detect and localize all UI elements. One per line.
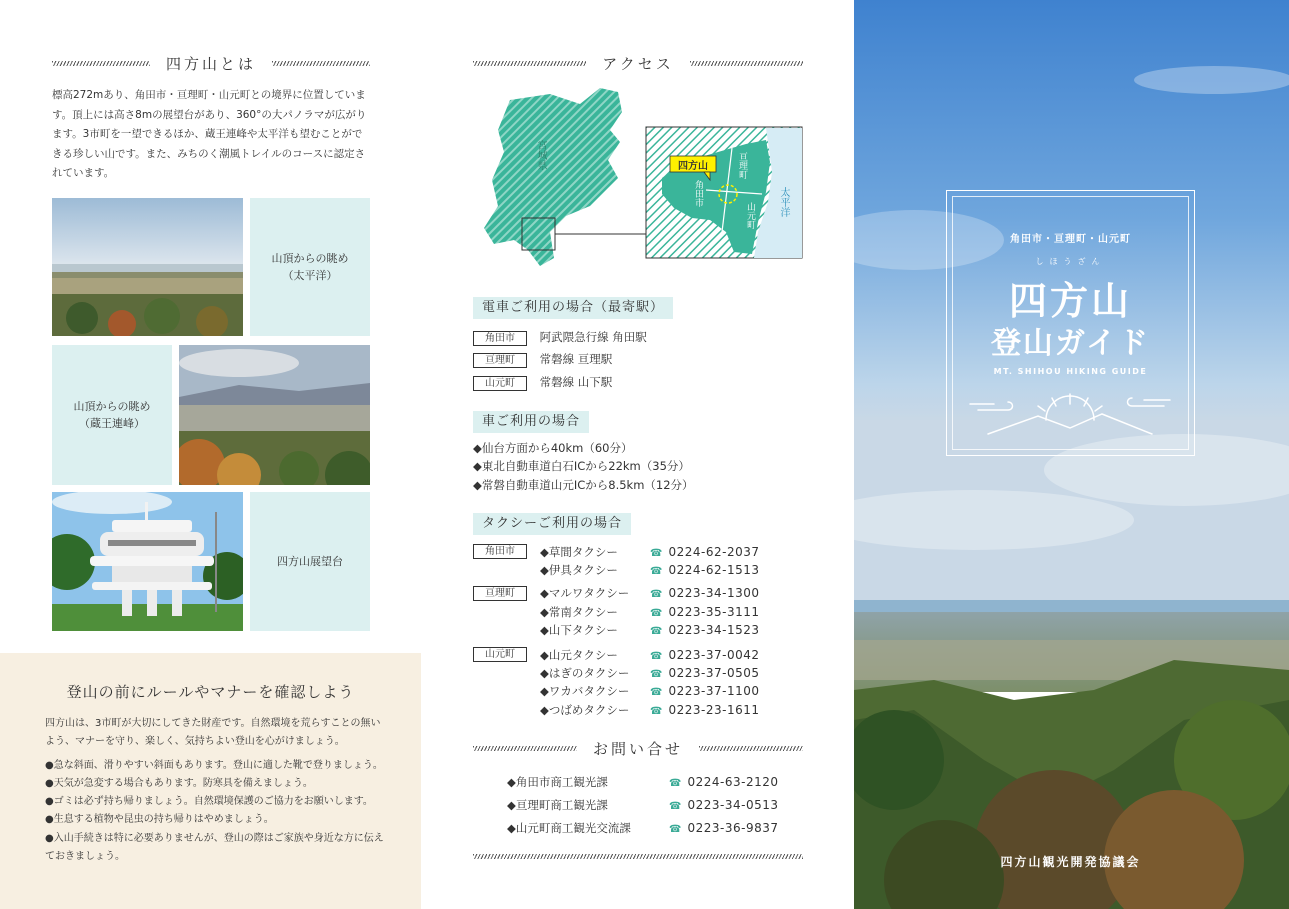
contact-row <box>507 820 778 836</box>
phone-icon: ☎ <box>650 548 663 559</box>
contact-name: ◆山元町商工観光交流課 <box>507 821 631 835</box>
train-row <box>473 374 612 391</box>
town-tag: 角田市 <box>473 544 527 559</box>
about-heading <box>52 53 370 73</box>
taxi-name: ◆マルワタクシー <box>540 586 630 600</box>
contact-tel[interactable]: 0223-36-9837 <box>687 821 779 835</box>
taxi-row <box>540 585 759 601</box>
rules-heading: 登山の前にルールやマナーを確認しよう <box>66 683 355 701</box>
map-label-ocean: 太平洋 <box>778 187 789 217</box>
taxi-tel[interactable]: 0223-37-0042 <box>668 648 760 662</box>
cover-title-2: 登山ガイド <box>990 326 1151 361</box>
train-row <box>473 351 612 368</box>
taxi-heading: タクシーご利用の場合 <box>473 513 631 535</box>
heading-rule <box>473 746 577 751</box>
caption-line: （太平洋） <box>282 269 338 282</box>
caption-zao <box>52 345 172 485</box>
contact-name: ◆亘理町商工観光課 <box>507 798 608 812</box>
taxi-name: ◆はぎのタクシー <box>540 666 630 680</box>
car-row: ◆仙台方面から40km（60分） <box>473 441 633 455</box>
bottom-rule <box>473 854 803 859</box>
heading-rule <box>52 61 150 66</box>
taxi-row <box>540 562 759 578</box>
taxi-tel[interactable]: 0224-62-1513 <box>668 563 760 577</box>
train-line: 常磐線 山下駅 <box>539 375 613 389</box>
phone-icon: ☎ <box>650 669 663 680</box>
rules-item: ●ゴミは必ず持ち帰りましょう。自然環境保護のご協力をお願いします。 <box>45 796 373 808</box>
map-label-prefecture: 宮城県 <box>535 140 546 170</box>
photo-zao-view <box>179 345 370 485</box>
phone-icon: ☎ <box>669 801 682 812</box>
town-tag: 山元町 <box>473 647 527 662</box>
photo-pacific-view <box>52 198 243 336</box>
caption-line: 山頂からの眺め <box>271 252 349 265</box>
train-row <box>473 329 647 346</box>
town-tag: 亘理町 <box>473 586 527 601</box>
rules-item: ●入山手続きは特に必要ありませんが、登山の際はご家族や身近な方に伝えておきましょう。 <box>45 832 384 863</box>
heading-rule <box>272 61 370 66</box>
cover-subtitle: MT. SHIHOU HIKING GUIDE <box>993 367 1148 376</box>
taxi-row <box>540 665 759 681</box>
taxi-tel[interactable]: 0223-37-0505 <box>668 666 760 680</box>
phone-icon: ☎ <box>669 824 682 835</box>
heading-rule <box>690 61 803 66</box>
train-heading: 電車ご利用の場合（最寄駅） <box>473 297 673 319</box>
cover-ruby: しほうざん <box>1035 257 1106 266</box>
heading-rule <box>699 746 803 751</box>
contact-heading-title: お問い合せ <box>593 739 684 758</box>
sun-mountain-icon <box>968 392 1172 440</box>
phone-icon: ☎ <box>650 608 663 619</box>
phone-icon: ☎ <box>669 778 682 789</box>
cover-publisher: 四方山観光開発協議会 <box>1000 855 1141 869</box>
contact-name: ◆角田市商工観光課 <box>507 775 608 789</box>
heading-rule <box>473 61 586 66</box>
phone-icon: ☎ <box>650 706 663 717</box>
contact-row <box>507 774 778 790</box>
taxi-tel[interactable]: 0223-23-1611 <box>668 703 760 717</box>
rules-item: ●天気が急変する場合もあります。防寒具を備えましょう。 <box>45 777 313 789</box>
taxi-row <box>540 647 759 663</box>
taxi-tel[interactable]: 0223-34-1300 <box>668 586 760 600</box>
train-line: 阿武隈急行線 角田駅 <box>539 330 647 344</box>
contact-tel[interactable]: 0223-34-0513 <box>687 798 779 812</box>
phone-icon: ☎ <box>650 566 663 577</box>
taxi-name: ◆伊具タクシー <box>540 563 618 577</box>
map-label-yamamoto: 山元町 <box>745 202 755 229</box>
taxi-tel[interactable]: 0224-62-2037 <box>668 545 760 559</box>
rules-intro: 四方山は、3市町が大切にしてきた財産です。自然環境を荒らすことの無いよう、マナーを守り、楽しく、気持ちよい登山を心がけましょう。 <box>45 718 381 748</box>
phone-icon: ☎ <box>650 589 663 600</box>
taxi-tel[interactable]: 0223-35-3111 <box>668 605 760 619</box>
access-map <box>470 82 806 272</box>
caption-line: （蔵王連峰） <box>79 417 145 430</box>
about-text: 標高272mあり、角田市・亘理町・山元町との境界に位置しています。頂上には高さ8mの展望台があり、360°の大パノラマが広がります。3市町を一望できるほか、蔵王連峰や太平洋も望むことができる珍しい山です。また、みちのく潮風トレイルのコースに認定されています。 <box>52 89 367 179</box>
phone-icon: ☎ <box>650 651 663 662</box>
access-heading <box>473 53 803 73</box>
photo-observatory <box>52 492 243 631</box>
car-row: ◆常磐自動車道山元ICから8.5km（12分） <box>473 478 694 492</box>
map-label-mountain: 四方山 <box>678 161 708 172</box>
train-line: 常磐線 亘理駅 <box>539 352 613 366</box>
rules-item: ●生息する植物や昆虫の持ち帰りはやめましょう。 <box>45 814 274 826</box>
map-label-watari: 亘理町 <box>737 152 747 179</box>
taxi-name: ◆常南タクシー <box>540 605 618 619</box>
rules-panel <box>0 653 421 909</box>
taxi-row <box>540 683 759 699</box>
car-row: ◆東北自動車道白石ICから22km（35分） <box>473 459 690 473</box>
caption-pacific <box>250 198 370 336</box>
caption-line: 山頂からの眺め <box>73 400 151 413</box>
contact-tel[interactable]: 0224-63-2120 <box>687 775 779 789</box>
caption-observatory <box>250 492 370 631</box>
taxi-tel[interactable]: 0223-34-1523 <box>668 623 760 637</box>
taxi-row <box>540 622 759 638</box>
taxi-row <box>540 702 759 718</box>
taxi-row <box>540 604 759 620</box>
rules-body <box>45 715 385 866</box>
town-tag: 山元町 <box>473 376 527 391</box>
taxi-name: ◆草間タクシー <box>540 545 618 559</box>
contact-row <box>507 797 778 813</box>
about-heading-title: 四方山とは <box>166 54 257 73</box>
caption-line: 四方山展望台 <box>277 555 343 568</box>
contact-heading <box>473 738 803 758</box>
miyagi-shape <box>484 88 622 266</box>
taxi-name: ◆山下タクシー <box>540 623 618 637</box>
town-tag: 亘理町 <box>473 353 527 368</box>
car-heading: 車ご利用の場合 <box>473 411 589 433</box>
taxi-name: ◆山元タクシー <box>540 648 618 662</box>
phone-icon: ☎ <box>650 687 663 698</box>
rules-item: ●急な斜面、滑りやすい斜面もあります。登山に適した靴で登りましょう。 <box>45 759 383 771</box>
access-heading-title: アクセス <box>602 54 674 73</box>
taxi-name: ◆ワカバタクシー <box>540 684 630 698</box>
cover-towns: 角田市・亘理町・山元町 <box>1010 234 1131 245</box>
taxi-name: ◆つばめタクシー <box>540 703 630 717</box>
taxi-tel[interactable]: 0223-37-1100 <box>668 684 760 698</box>
cover-title-1: 四方山 <box>1008 278 1132 323</box>
map-label-kakuda: 角田市 <box>693 180 703 207</box>
phone-icon: ☎ <box>650 626 663 637</box>
town-tag: 角田市 <box>473 331 527 346</box>
taxi-row <box>540 544 759 560</box>
